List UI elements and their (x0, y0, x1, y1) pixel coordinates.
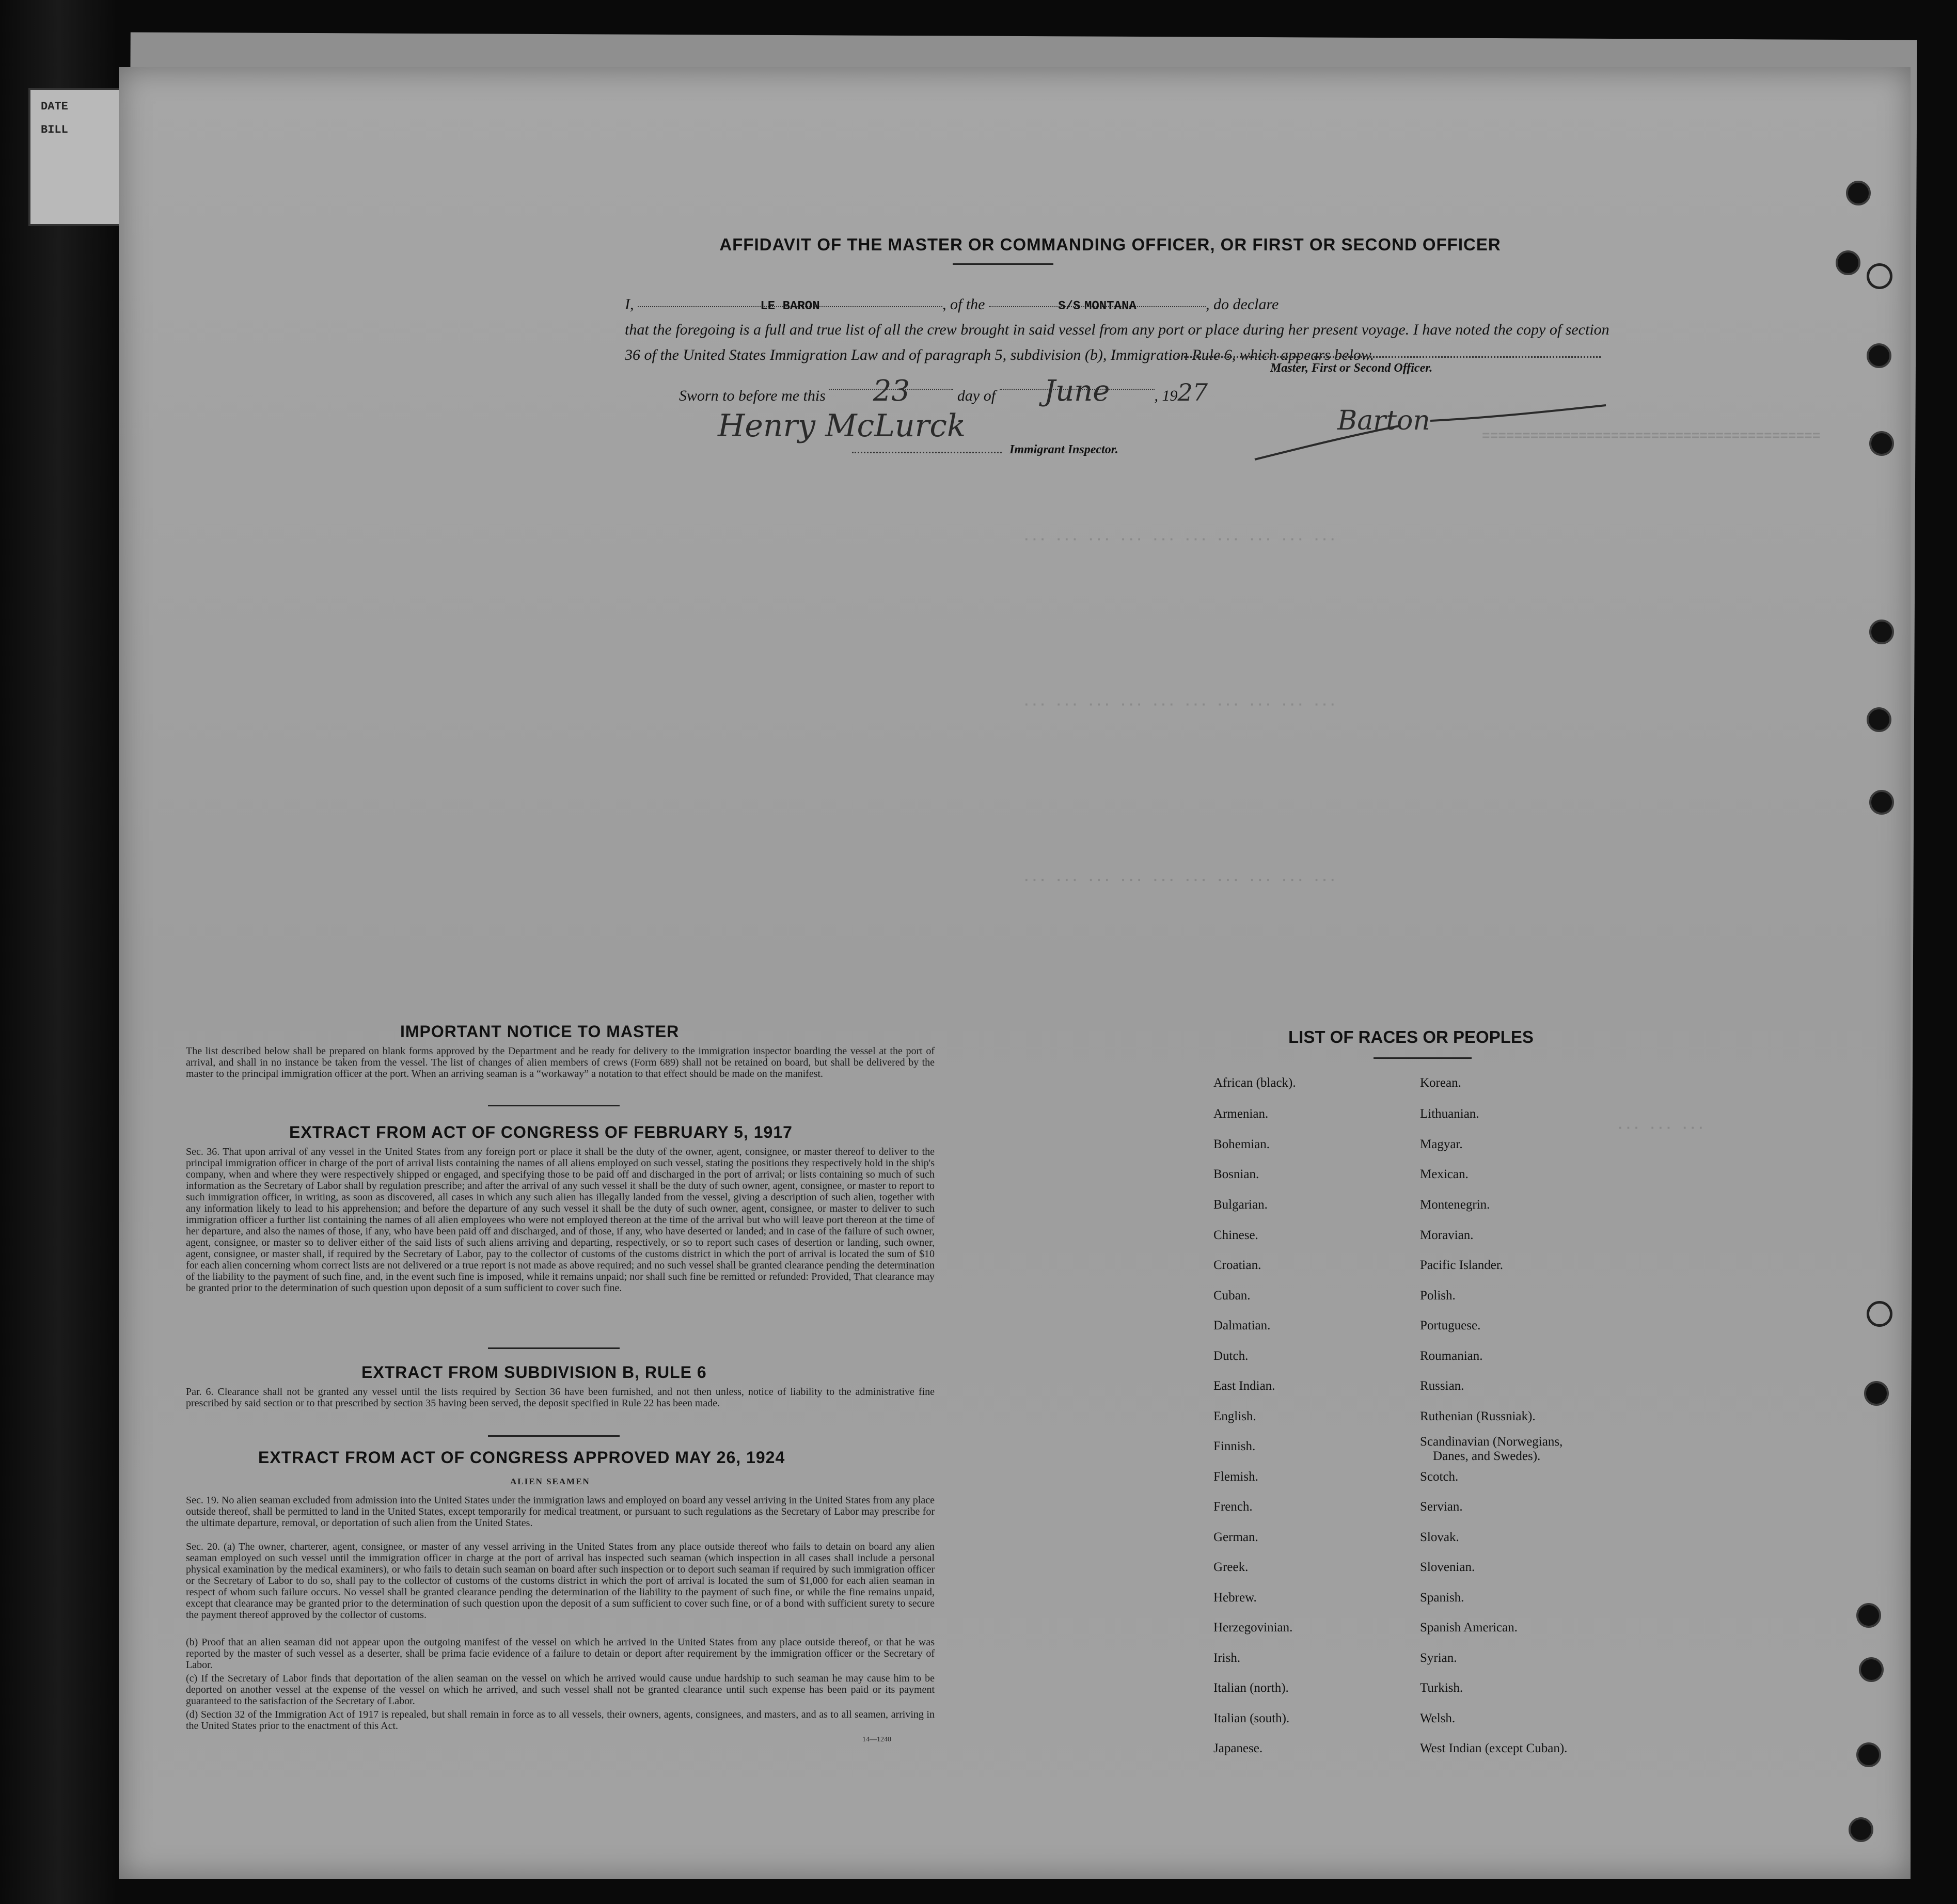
extract-1924-sec20c: (c) If the Secretary of Labor finds that deportation of the alien seaman on the vessel on which he arrived would cause undue hardship to such seaman he may cause him to be deported on another vessel at the expense of the vessel on which he arrived, and such vessel shall not be granted clearance until such expense has been paid or its payment guaranteed to the satisfaction of the Secretary of Labor. (186, 1673, 935, 1707)
show-through: ··· ··· ··· ··· ··· ··· ··· ··· ··· ··· (1022, 872, 1337, 888)
race-item: African (black). (1213, 1076, 1296, 1090)
vessel-prefix: S/S (1058, 299, 1081, 313)
race-item: Irish. (1213, 1651, 1241, 1665)
race-item: Herzegovinian. (1213, 1621, 1293, 1635)
show-through: ··· ··· ··· ··· ··· ··· ··· ··· ··· ··· (1022, 697, 1337, 712)
race-item: Scandinavian (Norwegians, (1420, 1435, 1563, 1449)
race-item: Roumanian. (1420, 1349, 1483, 1363)
affidavit-title: AFFIDAVIT OF THE MASTER OR COMMANDING OFFICER, OR FIRST OR SECOND OFFICER (719, 235, 1501, 254)
master-caption: Master, First or Second Officer. (1270, 361, 1433, 375)
officer-name: LE BARON (760, 299, 820, 313)
race-item: Dalmatian. (1213, 1319, 1271, 1332)
race-item: Spanish American. (1420, 1621, 1518, 1635)
binder-hole (1867, 707, 1891, 732)
race-item: Croatian. (1213, 1258, 1261, 1272)
rule6-rule (488, 1435, 620, 1437)
race-item: Polish. (1420, 1289, 1456, 1303)
race-item: Flemish. (1213, 1470, 1258, 1484)
race-item: Servian. (1420, 1500, 1463, 1514)
extract-1924-sec19: Sec. 19. No alien seaman excluded from admission into the United States under the immigration laws and employed on board any vessel arriving in the United States from any place outside thereof, shall be permitted to land in the United States, except temporarily for medical treatment, or pursuant to such regulations as the Secretary of Labor may prescribe for the ultimate departure, removal, or deportation of such alien from the United States. (186, 1495, 935, 1529)
extract-1924-subtitle: ALIEN SEAMEN (510, 1477, 590, 1486)
race-item: Bosnian. (1213, 1167, 1259, 1181)
sworn-prefix: Sworn to before me this (679, 387, 826, 404)
binder-hole (1846, 181, 1871, 205)
race-item: Chinese. (1213, 1228, 1258, 1242)
show-through: ========================================== (1482, 429, 1821, 444)
race-item: French. (1213, 1500, 1253, 1514)
race-item: Welsh. (1420, 1711, 1456, 1725)
race-item: East Indian. (1213, 1379, 1275, 1393)
race-item: Montenegrin. (1420, 1198, 1490, 1212)
binder-hole (1867, 263, 1892, 289)
race-item: Hebrew. (1213, 1591, 1257, 1605)
binder-hole (1849, 1817, 1873, 1842)
extract-1924-sec20a: Sec. 20. (a) The owner, charterer, agent, consignee, or master of any vessel arriving in the United States from any place outside thereof who fails to detain on board any alien seaman employed on such vessel until the immigration officer in charge at the port of arrival has inspected such seaman (which inspection in all cases shall include a personal physical examination by the medical examiners), or who fails to detain such seaman on board after such inspection or to deport such seaman if required by such immigration officer or the Secretary of Labor to do so, shall pay to the collector of customs of the customs district in which the port of arrival is located the sum of $1,000 for each alien seaman in respect of whom such failure occurs. No vessel shall be granted clearance pending the determination of the liability to the payment of such fine, or while the fine remains unpaid, except that clearance may be granted prior to the determination of such question upon the deposit of a sum sufficient to cover such fine, or of a bond with sufficient surety to secure the payment thereof approved by the collector of customs. (186, 1541, 935, 1621)
binder-hole (1869, 790, 1894, 815)
sworn-day-of: day of (957, 387, 996, 404)
extract-1917-rule (488, 1347, 620, 1349)
race-item: Pacific Islander. (1420, 1258, 1504, 1272)
inspector-caption: Immigrant Inspector. (1009, 443, 1118, 456)
race-item: Cuban. (1213, 1289, 1251, 1303)
race-item: Slovenian. (1420, 1560, 1475, 1574)
sworn-year-prefix: , 19 (1154, 387, 1178, 404)
rule6-title: EXTRACT FROM SUBDIVISION B, RULE 6 (361, 1363, 707, 1382)
rule6-body: Par. 6. Clearance shall not be granted any vessel until the lists required by Section 36 have been furnished, and not then unless, notice of liability to the administrative fine prescribed by said section or to that prescribed by section 35 having been served, the deposit specified in Rule 22 has been made. (186, 1386, 935, 1409)
strip-label-2: BILL (41, 123, 68, 136)
race-item: Slovak. (1420, 1530, 1459, 1544)
extract-1924-sec20b: (b) Proof that an alien seaman did not appear upon the outgoing manifest of the vessel on which he arrived in the United States from any place outside thereof, or that he was reported by the master of such vessel as a deserter, shall be prima facie evidence of a failure to detain or deport after requirement by the immigration officer or the Secretary of Labor. (186, 1637, 935, 1671)
race-item: Magyar. (1420, 1137, 1463, 1151)
race-item: Ruthenian (Russniak). (1420, 1409, 1536, 1423)
inspector-signature-line (852, 452, 1002, 453)
vessel-name: MONTANA (1084, 299, 1137, 313)
race-item: Lithuanian. (1420, 1107, 1479, 1121)
binder-hole (1856, 1742, 1881, 1767)
races-rule (1374, 1057, 1472, 1059)
notice-body: The list described below shall be prepared on blank forms approved by the Department and be ready for delivery to the immigration inspector boarding the vessel at the port of arrival, and shall in no instance be taken from the vessel. The list of changes of alien members of crews (Form 689) shall not be retained on board, but shall be delivered by the master to the principal immigration officer at the port. When an arriving seaman is a “workaway” a notation to that effect should be made on the manifest. (186, 1045, 935, 1080)
notice-title: IMPORTANT NOTICE TO MASTER (400, 1022, 680, 1041)
race-item: Moravian. (1420, 1228, 1474, 1242)
binder-hole (1864, 1381, 1889, 1406)
binder-hole (1859, 1657, 1884, 1682)
extract-1924-title: EXTRACT FROM ACT OF CONGRESS APPROVED MAY 26, 1924 (258, 1448, 785, 1467)
race-item: Korean. (1420, 1076, 1461, 1090)
race-item: Russian. (1420, 1379, 1464, 1393)
race-item: Scotch. (1420, 1470, 1459, 1484)
title-rule (953, 263, 1053, 265)
show-through: ··· ··· ··· (1616, 1120, 1705, 1136)
extract-1924-sec20d: (d) Section 32 of the Immigration Act of 1917 is repealed, but shall remain in force as to all vessels, their owners, agents, consignees, and masters, and as to all seamen, arriving in the United States prior to the enactment of this Act. (186, 1709, 935, 1732)
document-page (119, 67, 1911, 1879)
race-item-continued: Danes, and Swedes). (1433, 1449, 1541, 1463)
sworn-day: 23 (873, 374, 910, 408)
inspector-signature: Henry McLurck (718, 408, 966, 444)
show-through: ··· ··· ··· ··· ··· ··· ··· ··· ··· ··· (1022, 532, 1337, 547)
adjacent-document-strip (28, 88, 131, 226)
binder-hole (1867, 343, 1891, 368)
declaration-do-declare: , do declare (1206, 296, 1279, 313)
race-item: English. (1213, 1409, 1256, 1423)
binder-hole (1869, 620, 1894, 644)
race-item: Italian (north). (1213, 1681, 1289, 1695)
sworn-year-suffix: 27 (1177, 378, 1208, 406)
binder-hole (1856, 1603, 1881, 1628)
race-item: German. (1213, 1530, 1258, 1544)
notice-rule (488, 1105, 620, 1106)
extract-1917-body: Sec. 36. That upon arrival of any vessel in the United States from any foreign port or place it shall be the duty of the owner, agent, consignee, or master thereof to deliver to the principal immigration officer in charge of the port of arrival lists containing the names of all aliens employed on such vessel, stating the positions they respectively hold in the ship's company, when and where they were respectively shipped or engaged, and specifying those to be paid off and discharged in the port of arrival; or lists containing so much of such information as the Secretary of Labor shall by regulation prescribe; and after the arrival of any such vessel it shall be the duty of such owner, agent, consignee, or master to report to such immigration officer, in writing, as soon as discovered, all cases in which any such alien has illegally landed from the vessel, giving a description of such alien, together with any information likely to lead to his apprehension; and before the departure of any such vessel it shall be the duty of such owner, agent, consignee, or master to deliver to such immigration officer a further list containing the names of all alien employees who were not employed thereon at the time of the arrival but who will leave port thereon at the time of her departure, and also the names of those, if any, who have been paid off and discharged, and of those, if any, who have deserted or landed; and in case of the failure of such owner, agent, consignee, or master so to deliver either of the said lists of such aliens arriving and departing, respectively, or so to report such cases of desertion or landing, such owner, agent, consignee, or master shall, if required by the Secretary of Labor, pay to the collector of customs of the customs district in which the port of arrival is located the sum of $10 for each alien concerning whom correct lists are not delivered or a true report is not made as above required; and no such vessel shall be granted clearance pending the determination of the liability to the payment of such fine, and, in the event such fine is imposed, while it remains unpaid; nor shall such fine be remitted or refunded: Provided, That clearance may be granted prior to the determination of such question upon deposit of a sum sufficient to cover such fine. (186, 1146, 935, 1294)
race-item: Japanese. (1213, 1741, 1263, 1755)
race-item: Bohemian. (1213, 1137, 1270, 1151)
declaration-of-the: , of the (942, 296, 985, 313)
race-item: Armenian. (1213, 1107, 1269, 1121)
declaration-body: that the foregoing is a full and true list of all the crew brought in said vessel from any port or place during her present voyage. I have noted the copy of section 36 of the United States Immigration Law and of paragraph 5, subdivision (b), Immigration Rule 6, which appears below. (625, 321, 1609, 363)
strip-label-1: DATE (41, 100, 68, 113)
declaration-i: I, (625, 296, 634, 313)
race-item: Dutch. (1213, 1349, 1249, 1363)
race-item: Bulgarian. (1213, 1198, 1268, 1212)
form-number: 14—1240 (862, 1736, 891, 1743)
race-item: Finnish. (1213, 1439, 1256, 1453)
races-title: LIST OF RACES OR PEOPLES (1288, 1027, 1534, 1046)
race-item: Turkish. (1420, 1681, 1463, 1695)
sworn-month: June (1044, 374, 1110, 408)
binder-hole (1836, 250, 1860, 275)
race-item: Spanish. (1420, 1591, 1464, 1605)
binder-hole (1869, 431, 1894, 456)
extract-1917-title: EXTRACT FROM ACT OF CONGRESS OF FEBRUARY 5, 1917 (289, 1123, 793, 1141)
master-signature-line (1177, 356, 1601, 358)
master-signature-flourish (1244, 398, 1616, 470)
race-item: Portuguese. (1420, 1319, 1481, 1332)
race-item: Italian (south). (1213, 1711, 1290, 1725)
race-item: Greek. (1213, 1560, 1249, 1574)
binder-hole (1867, 1301, 1892, 1327)
race-item: West Indian (except Cuban). (1420, 1741, 1568, 1755)
race-item: Mexican. (1420, 1167, 1469, 1181)
master-signature: Barton (1337, 405, 1430, 436)
race-item: Syrian. (1420, 1651, 1457, 1665)
